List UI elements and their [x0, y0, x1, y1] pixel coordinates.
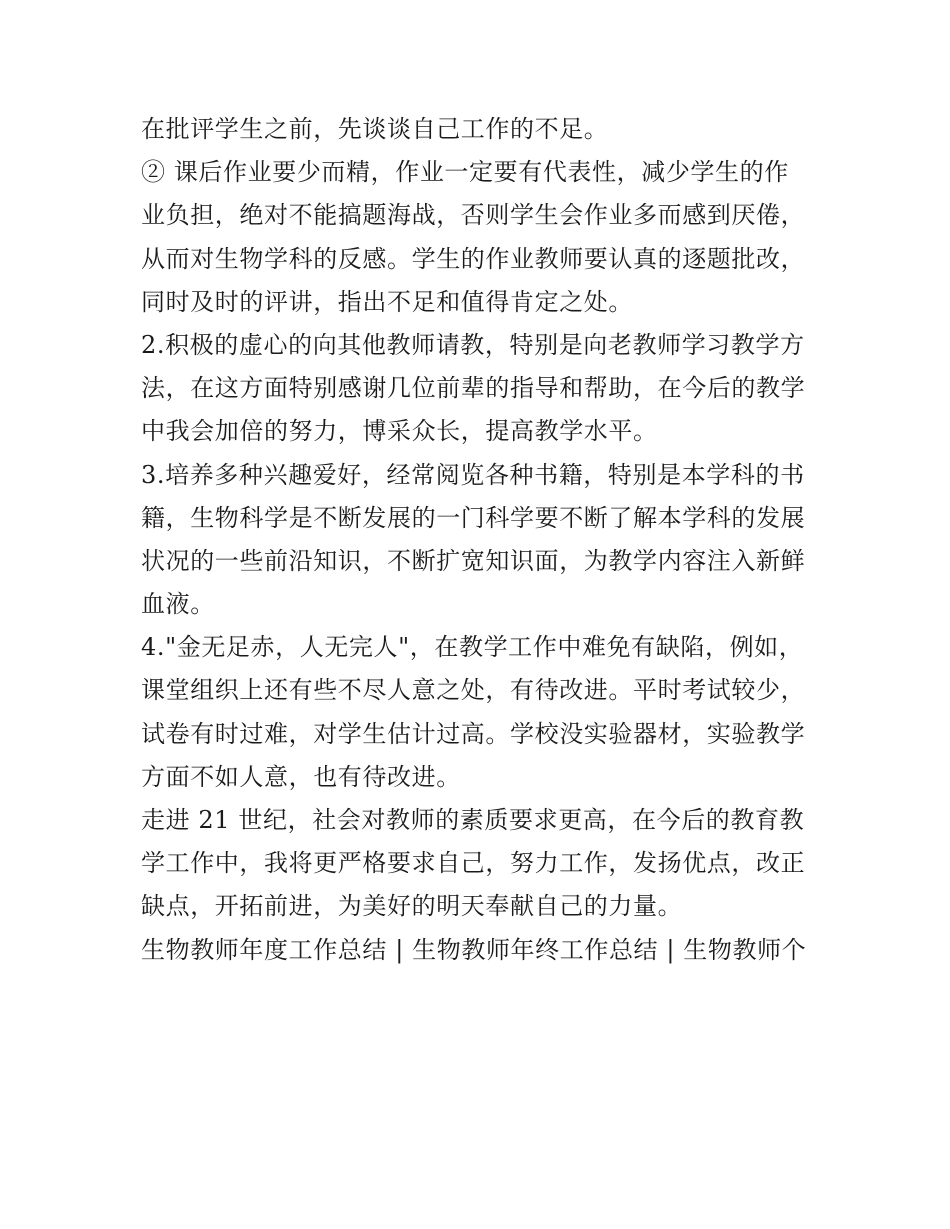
text-line: 中我会加倍的努力，博采众长，提高教学水平。: [141, 417, 658, 446]
text-line: 从而对生物学科的反感。学生的作业教师要认真的逐题批改，: [141, 244, 806, 273]
text-line: 同时及时的评讲，指出不足和值得肯定之处。: [141, 287, 633, 316]
text-line: 4."金无足赤，人无完人"，在教学工作中难免有缺陷，例如，: [141, 633, 804, 662]
text-line: 法，在这方面特别感谢几位前辈的指导和帮助，在今后的教学: [141, 374, 806, 403]
text-line: 3.培养多种兴趣爱好，经常阅览各种书籍，特别是本学科的书: [141, 460, 805, 489]
text-line: 籍，生物科学是不断发展的一门科学要不断了解本学科的发展: [141, 503, 806, 532]
text-line: 试卷有时过难，对学生估计过高。学校没实验器材，实验教学: [141, 719, 806, 748]
text-line: 在批评学生之前，先谈谈自己工作的不足。: [141, 115, 609, 143]
text-line: 方面不如人意，也有待改进。: [141, 762, 461, 791]
text-line: 缺点，开拓前进，为美好的明天奉献自己的力量。: [141, 892, 683, 921]
text-line: 状况的一些前沿知识，不断扩宽知识面，为教学内容注入新鲜: [141, 546, 806, 575]
text-line: 走进 21 世纪，社会对教师的素质要求更高，在今后的教育教: [141, 806, 805, 834]
text-line: 生物教师年度工作总结 | 生物教师年终工作总结 | 生物教师个: [141, 935, 807, 964]
text-line: 2.积极的虚心的向其他教师请教，特别是向老教师学习教学方: [141, 330, 805, 359]
text-line: ② 课后作业要少而精，作业一定要有代表性，减少学生的作: [141, 158, 789, 187]
text-line: 课堂组织上还有些不尽人意之处，有待改进。平时考试较少，: [141, 676, 806, 705]
text-line: 业负担，绝对不能搞题海战，否则学生会作业多而感到厌倦，: [141, 201, 806, 230]
text-line: 血液。: [141, 590, 215, 619]
text-line: 学工作中，我将更严格要求自己，努力工作，发扬优点，改正: [141, 849, 806, 878]
document-body: [141, 108, 821, 972]
